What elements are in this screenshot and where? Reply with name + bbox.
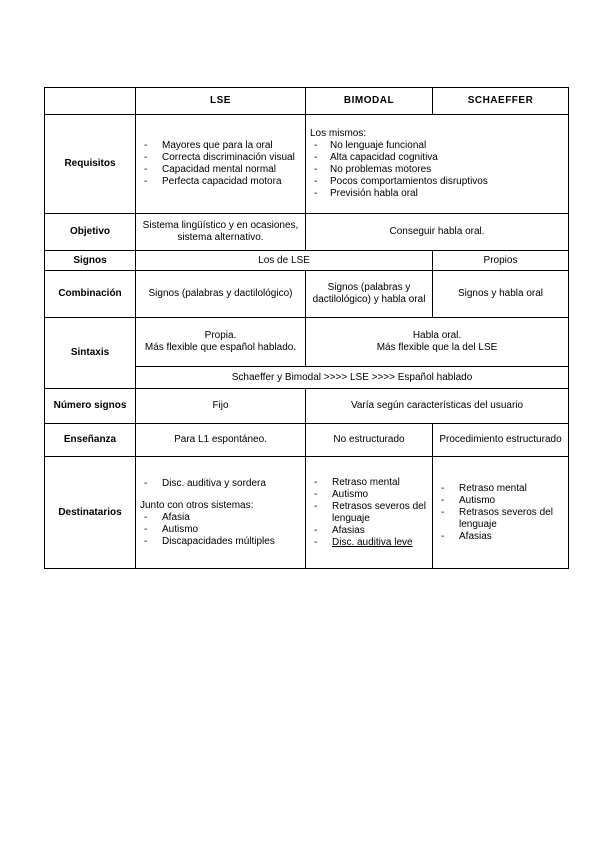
list-item: - Afasias [310, 525, 428, 537]
ensenanza-bimodal: No estructurado [306, 424, 433, 457]
list-item: - No problemas motores [310, 164, 564, 176]
list-item: - Disc. auditiva leve [310, 537, 428, 549]
label-combinacion: Combinación [45, 271, 136, 318]
list-item: - Afasia [140, 512, 301, 524]
header-lse: LSE [136, 88, 306, 115]
label-destinatarios: Destinatarios [45, 457, 136, 569]
list-item: - Disc. auditiva y sordera [140, 478, 301, 490]
objetivo-shared: Conseguir habla oral. [306, 214, 569, 251]
list-item: - Mayores que para la oral [140, 140, 301, 152]
label-sintaxis: Sintaxis [45, 318, 136, 389]
objetivo-lse: Sistema lingüístico y en ocasiones, sistema alternativo. [136, 214, 306, 251]
list-item: - Autismo [310, 489, 428, 501]
list-item: - Capacidad mental normal [140, 164, 301, 176]
row-signos [45, 251, 569, 271]
list-item: - Pocos comportamientos disruptivos [310, 176, 564, 188]
destinatarios-schaeffer [433, 457, 569, 569]
row-objetivo [45, 214, 569, 251]
list-item: - Retrasos severos del lenguaje [310, 501, 428, 525]
header-row [45, 88, 569, 115]
list-item: - No lenguaje funcional [310, 140, 564, 152]
row-requisitos [45, 115, 569, 214]
label-objetivo: Objetivo [45, 214, 136, 251]
list-item: - Correcta discriminación visual [140, 152, 301, 164]
label-signos: Signos [45, 251, 136, 271]
combinacion-schaeffer: Signos y habla oral [433, 271, 569, 318]
requisitos-shared [306, 115, 569, 214]
list-item: - Afasias [437, 531, 564, 543]
sintaxis-lse: Propia. Más flexible que español hablado. [136, 318, 306, 367]
numero-shared: Varía según características del usuario [306, 389, 569, 424]
sintaxis-comparison: Schaeffer y Bimodal >>>> LSE >>>> Español hablado [136, 367, 569, 389]
requisitos-lse [136, 115, 306, 214]
list-item: - Autismo [140, 524, 301, 536]
row-numero [45, 389, 569, 424]
list-item: - Retrasos severos del lenguaje [437, 507, 564, 531]
corner-cell [45, 88, 136, 115]
header-schaeffer: SCHAEFFER [433, 88, 569, 115]
row-ensenanza [45, 424, 569, 457]
row-destinatarios [45, 457, 569, 569]
label-requisitos: Requisitos [45, 115, 136, 214]
ensenanza-schaeffer: Procedimiento estructurado [433, 424, 569, 457]
ensenanza-lse: Para L1 espontáneo. [136, 424, 306, 457]
signos-schaeffer: Propios [433, 251, 569, 271]
list-item: - Autismo [437, 495, 564, 507]
list-item: - Perfecta capacidad motora [140, 176, 301, 188]
list-item: - Discapacidades múltiples [140, 536, 301, 548]
sintaxis-shared: Habla oral. Más flexible que la del LSE [306, 318, 569, 367]
row-sintaxis [45, 318, 569, 367]
destinatarios-bimodal [306, 457, 433, 569]
label-ensenanza: Enseñanza [45, 424, 136, 457]
combinacion-bimodal: Signos (palabras y dactilológico) y habla oral [306, 271, 433, 318]
row-combinacion [45, 271, 569, 318]
numero-lse: Fijo [136, 389, 306, 424]
list-item: - Alta capacidad cognitiva [310, 152, 564, 164]
requisitos-shared-title: Los mismos: [310, 128, 367, 139]
combinacion-lse: Signos (palabras y dactilológico) [136, 271, 306, 318]
signos-lse-bimodal: Los de LSE [136, 251, 433, 271]
label-numero-signos: Número signos [45, 389, 136, 424]
destinatarios-lse [136, 457, 306, 569]
list-item: - Retraso mental [310, 477, 428, 489]
comparison-table [44, 87, 569, 569]
header-bimodal: BIMODAL [306, 88, 433, 115]
list-item: - Previsión habla oral [310, 188, 564, 200]
destinatarios-lse-subtitle: Junto con otros sistemas: [140, 499, 254, 511]
list-item: - Retraso mental [437, 483, 564, 495]
